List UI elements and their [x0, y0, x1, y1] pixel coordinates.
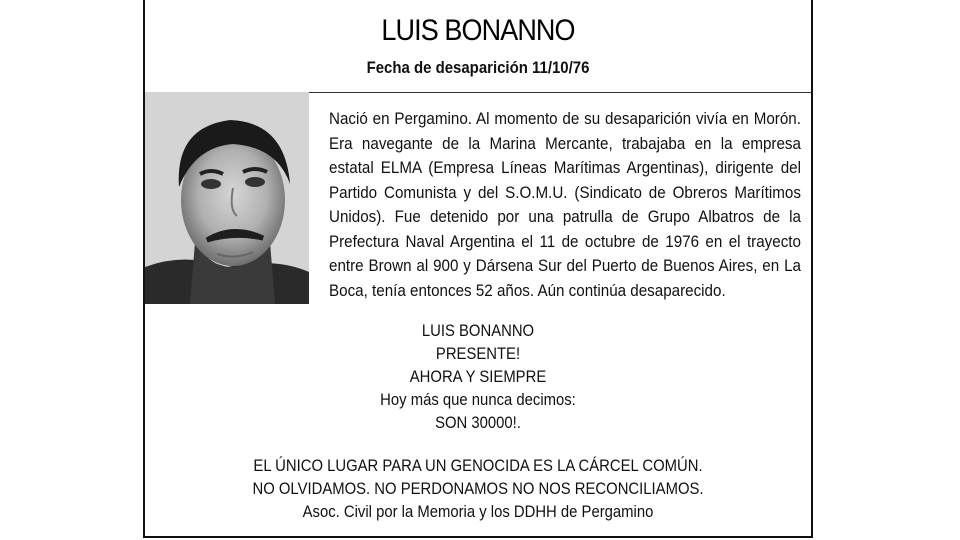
portrait-image — [145, 92, 309, 304]
footer-line: NO OLVIDAMOS. NO PERDONAMOS NO NOS RECONCILIAMOS. — [252, 480, 704, 498]
portrait-photo — [145, 92, 309, 304]
person-name: LUIS BONANNO — [381, 14, 575, 47]
tribute-line: Hoy más que nunca decimos: — [380, 391, 576, 409]
footer-block — [145, 455, 811, 524]
tribute-line: AHORA Y SIEMPRE — [409, 368, 547, 386]
biography-text: Nació en Pergamino. Al momento de su desaparición vivía en Morón. Era navegante de la Marina Mercante, trabajaba en la empresa estatal ELMA (Empresa Líneas Marítimas Argentinas), dirigente del Partido Comunista y del S.O.M.U. (Sindicato de Obreros Marítimos Unidos). Fue detenido por una patrulla de Grupo Albatros de la Prefectura Naval Argentina el 11 de octubre de 1976 en el trayecto entre Brown al 900 y Dársena Sur del Puerto de Buenos Aires, en La Boca, tenía entonces 52 años. Aún continúa desaparecido. — [329, 110, 801, 300]
tribute-line: LUIS BONANNO — [421, 322, 535, 340]
notice-header — [145, 0, 811, 93]
tribute-block — [145, 320, 811, 435]
disappearance-date: Fecha de desaparición 11/10/76 — [366, 58, 590, 77]
tribute-line: PRESENTE! — [435, 345, 521, 363]
obituary-notice — [143, 0, 813, 538]
footer-signature: Asoc. Civil por la Memoria y los DDHH de Pergamino — [302, 503, 654, 521]
tribute-line: SON 30000!. — [435, 414, 521, 432]
footer-line: EL ÚNICO LUGAR PARA UN GENOCIDA ES LA CÁRCEL COMÚN. — [253, 457, 703, 475]
